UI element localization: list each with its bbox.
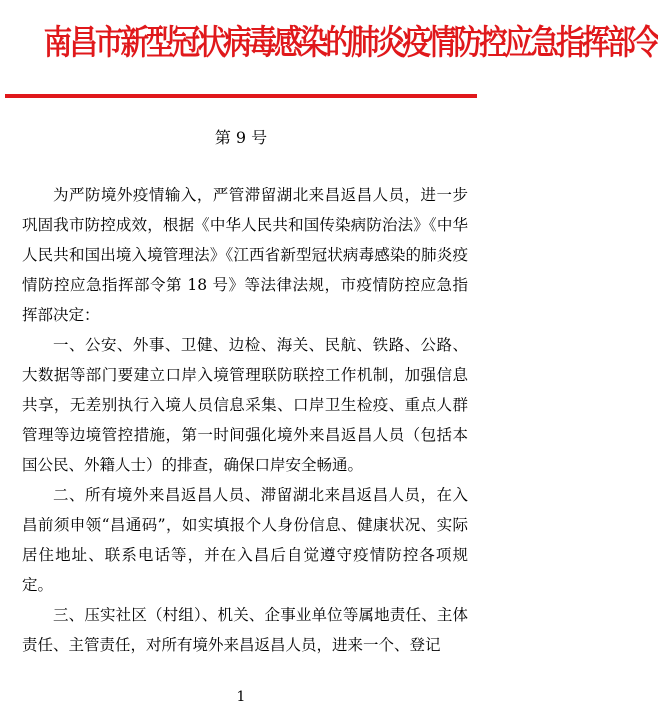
red-header-rule xyxy=(5,94,477,98)
page-number: 1 xyxy=(236,689,246,705)
document-number: 第 9 号 xyxy=(214,128,268,147)
paragraph-item-2: 二、所有境外来昌返昌人员、滞留湖北来昌返昌人员，在入昌前须申领“昌通码”，如实填报个人身份信息、健康状况、实际居住地址、联系电话等，并在入昌后自觉遵守疫情防控各项规定。 xyxy=(22,486,468,594)
document-header-title: 南昌市新型冠状病毒感染的肺炎疫情防控应急指挥部令 xyxy=(43,23,658,63)
paragraph-item-1: 一、公安、外事、卫健、边检、海关、民航、铁路、公路、大数据等部门要建立口岸入境管理联防联控工作机制，加强信息共享，无差别执行入境人员信息采集、口岸卫生检疫、重点人群管理等边境管控措施，第一时间强化境外来昌返昌人员（包括本国公民、外籍人士）的排查，确保口岸安全畅通。 xyxy=(22,336,468,474)
document-body xyxy=(22,180,468,660)
paragraph-intro: 为严防境外疫情输入，严管滞留湖北来昌返昌人员，进一步巩固我市防控成效，根据《中华人民共和国传染病防治法》《中华人民共和国出境入境管理法》《江西省新型冠状病毒感染的肺炎疫情防控应急指挥部令第 18 号》等法律法规，市疫情防控应急指挥部决定： xyxy=(22,186,468,324)
paragraph-item-3: 三、压实社区（村组）、机关、企事业单位等属地责任、主体责任、主管责任，对所有境外来昌返昌人员，进来一个、登记 xyxy=(22,606,468,654)
